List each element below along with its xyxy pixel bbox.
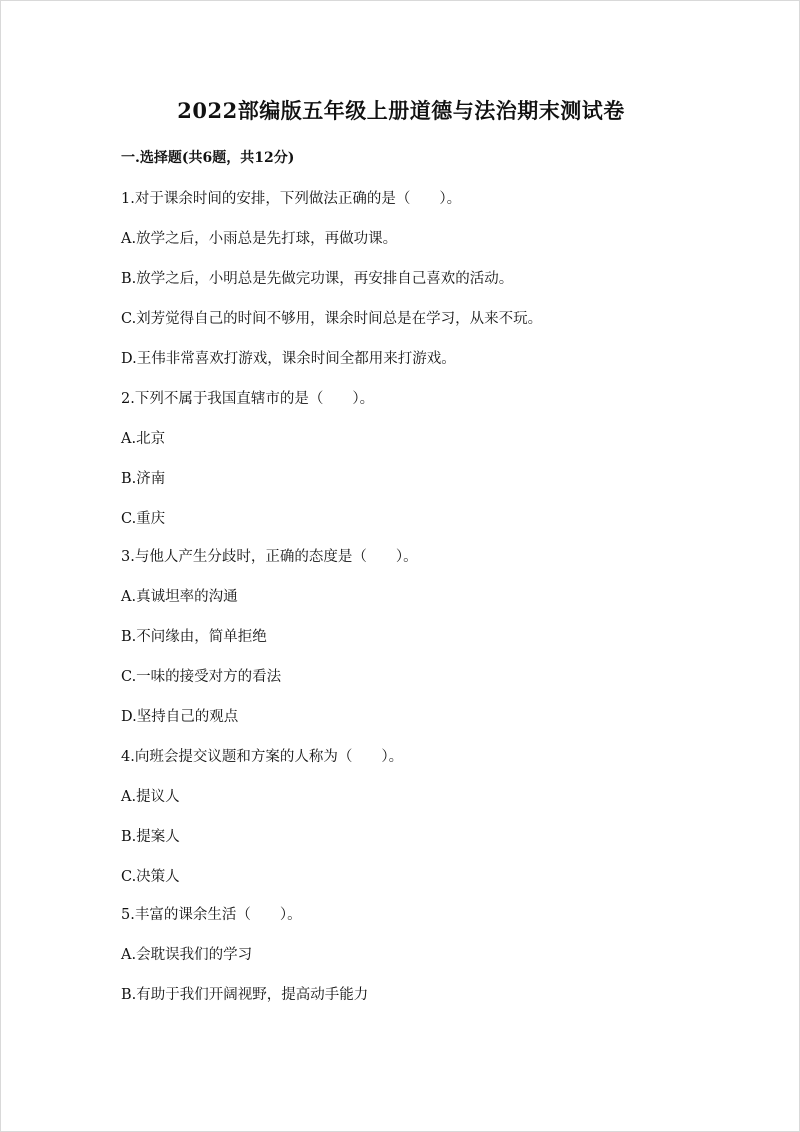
question-1-option-b: B.放学之后，小明总是先做完功课，再安排自己喜欢的活动。	[121, 271, 514, 287]
question-3-option-a: A.真诚坦率的沟通	[121, 589, 238, 605]
question-3: 3.与他人产生分歧时，正确的态度是（ ）。	[121, 549, 418, 565]
question-5-option-a: A.会耽误我们的学习	[121, 947, 253, 963]
page-title: 2022部编版五年级上册道德与法治期末测试卷	[177, 98, 625, 123]
question-1-option-c: C.刘芳觉得自己的时间不够用，课余时间总是在学习，从来不玩。	[121, 311, 543, 327]
question-4-option-c: C.决策人	[121, 869, 180, 885]
question-5-option-b: B.有助于我们开阔视野，提高动手能力	[121, 987, 369, 1003]
question-2-option-b: B.济南	[121, 471, 166, 487]
question-1-option-d: D.王伟非常喜欢打游戏，课余时间全都用来打游戏。	[121, 351, 456, 367]
question-1: 1.对于课余时间的安排，下列做法正确的是（ ）。	[121, 191, 462, 207]
question-4-option-b: B.提案人	[121, 829, 180, 845]
question-1-option-a: A.放学之后，小雨总是先打球，再做功课。	[121, 231, 398, 247]
question-3-option-d: D.坚持自己的观点	[121, 709, 239, 725]
section-heading: 一.选择题(共6题，共12分)	[121, 150, 295, 166]
question-3-option-c: C.一味的接受对方的看法	[121, 669, 282, 685]
question-2-option-c: C.重庆	[121, 511, 166, 527]
question-2-option-a: A.北京	[121, 431, 166, 447]
question-5: 5.丰富的课余生活（ ）。	[121, 907, 302, 923]
question-4: 4.向班会提交议题和方案的人称为（ ）。	[121, 749, 404, 765]
question-3-option-b: B.不问缘由，简单拒绝	[121, 629, 267, 645]
question-4-option-a: A.提议人	[121, 789, 180, 805]
question-2: 2.下列不属于我国直辖市的是（ ）。	[121, 391, 375, 407]
